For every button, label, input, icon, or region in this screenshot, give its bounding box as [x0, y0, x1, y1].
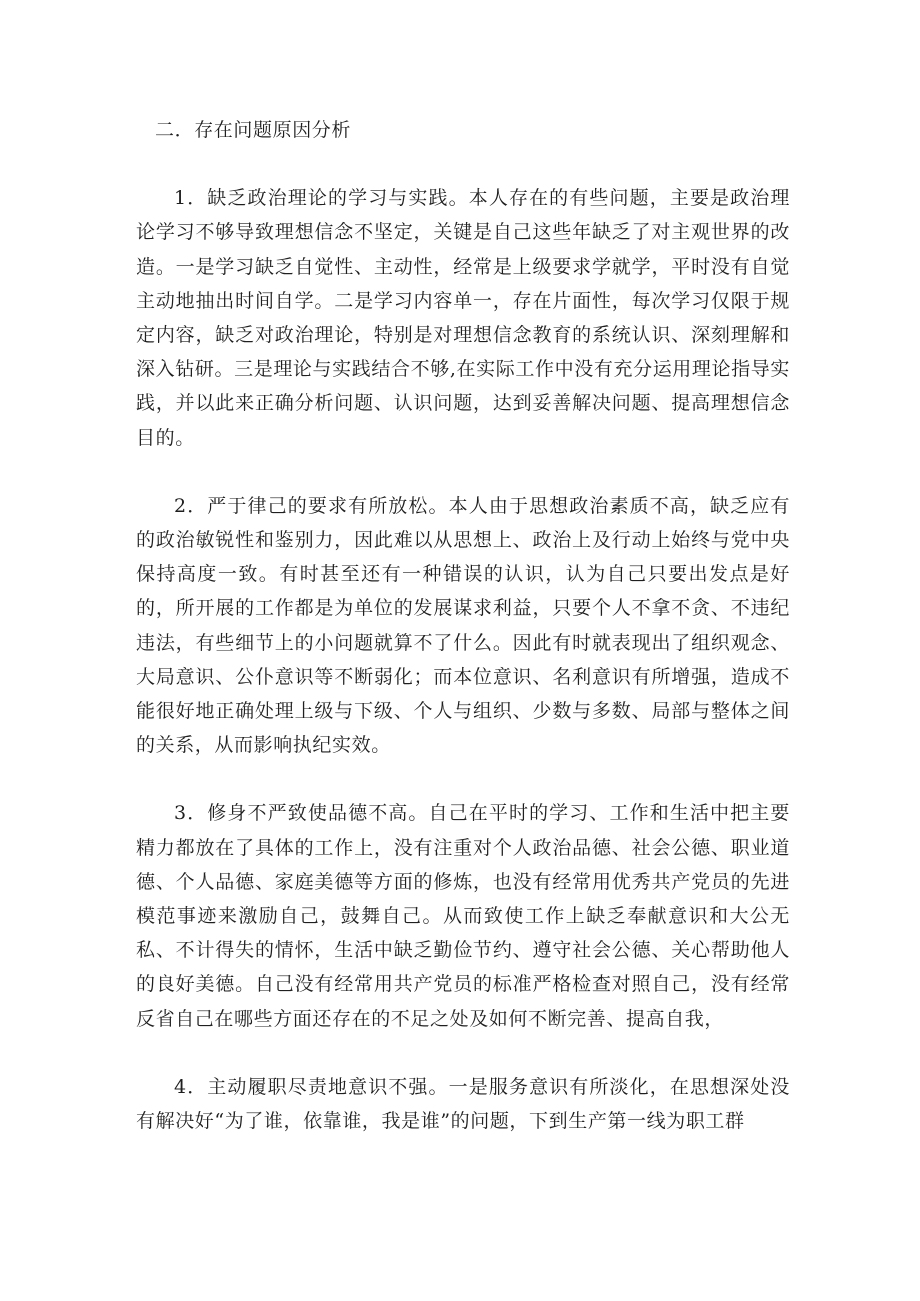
section-heading: 二．存在问题原因分析 — [155, 119, 352, 141]
paragraph-2: 2．严于律己的要求有所放松。本人由于思想政治素质不高，缺乏应有的政治敏锐性和鉴别力，因此难以从思想上、政治上及行动上始终与党中央保持高度一致。有时甚至还有一种错误的认识，认为自己只要出发点是好的，所开展的工作都是为单位的发展谋求利益，只要个人不拿不贪、不违纪违法，有些细节上的小问题就算不了什么。因此有时就表现出了组织观念、大局意识、公仆意识等不断弱化；而本位意识、名利意识有所增强，造成不能很好地正确处理上级与下级、个人与组织、少数与多数、局部与整体之间的关系，从而影响执纪实效。 — [136, 494, 790, 757]
document-body — [136, 113, 790, 1172]
paragraph-3: 3．修身不严致使品德不高。自己在平时的学习、工作和生活中把主要精力都放在了具体的工作上，没有注重对个人政治品德、社会公德、职业道德、个人品德、家庭美德等方面的修炼，也没有经常用优秀共产党员的先进模范事迹来激励自己，鼓舞自己。从而致使工作上缺乏奉献意识和大公无私、不计得失的情怀，生活中缺乏勤俭节约、遵守社会公德、关心帮助他人的良好美德。自己没有经常用共产党员的标准严格检查对照自己，没有经常反省自己在哪些方面还存在的不足之处及如何不断完善、提高自我， — [136, 802, 790, 1030]
paragraph-4: 4．主动履职尽责地意识不强。一是服务意识有所淡化，在思想深处没有解决好“为了谁，依靠谁，我是谁”的问题，下到生产第一线为职工群 — [136, 1075, 790, 1133]
paragraph-1: 1．缺乏政治理论的学习与实践。本人存在的有些问题，主要是政治理论学习不够导致理想信念不坚定，关键是自己这些年缺乏了对主观世界的改造。一是学习缺乏自觉性、主动性，经常是上级要求学就学，平时没有自觉主动地抽出时间自学。二是学习内容单一，存在片面性，每次学习仅限于规定内容，缺乏对政治理论，特别是对理想信念教育的系统认识、深刻理解和深入钻研。三是理论与实践结合不够,在实际工作中没有充分运用理论指导实践，并以此来正确分析问题、认识问题，达到妥善解决问题、提高理想信念目的。 — [136, 187, 790, 449]
